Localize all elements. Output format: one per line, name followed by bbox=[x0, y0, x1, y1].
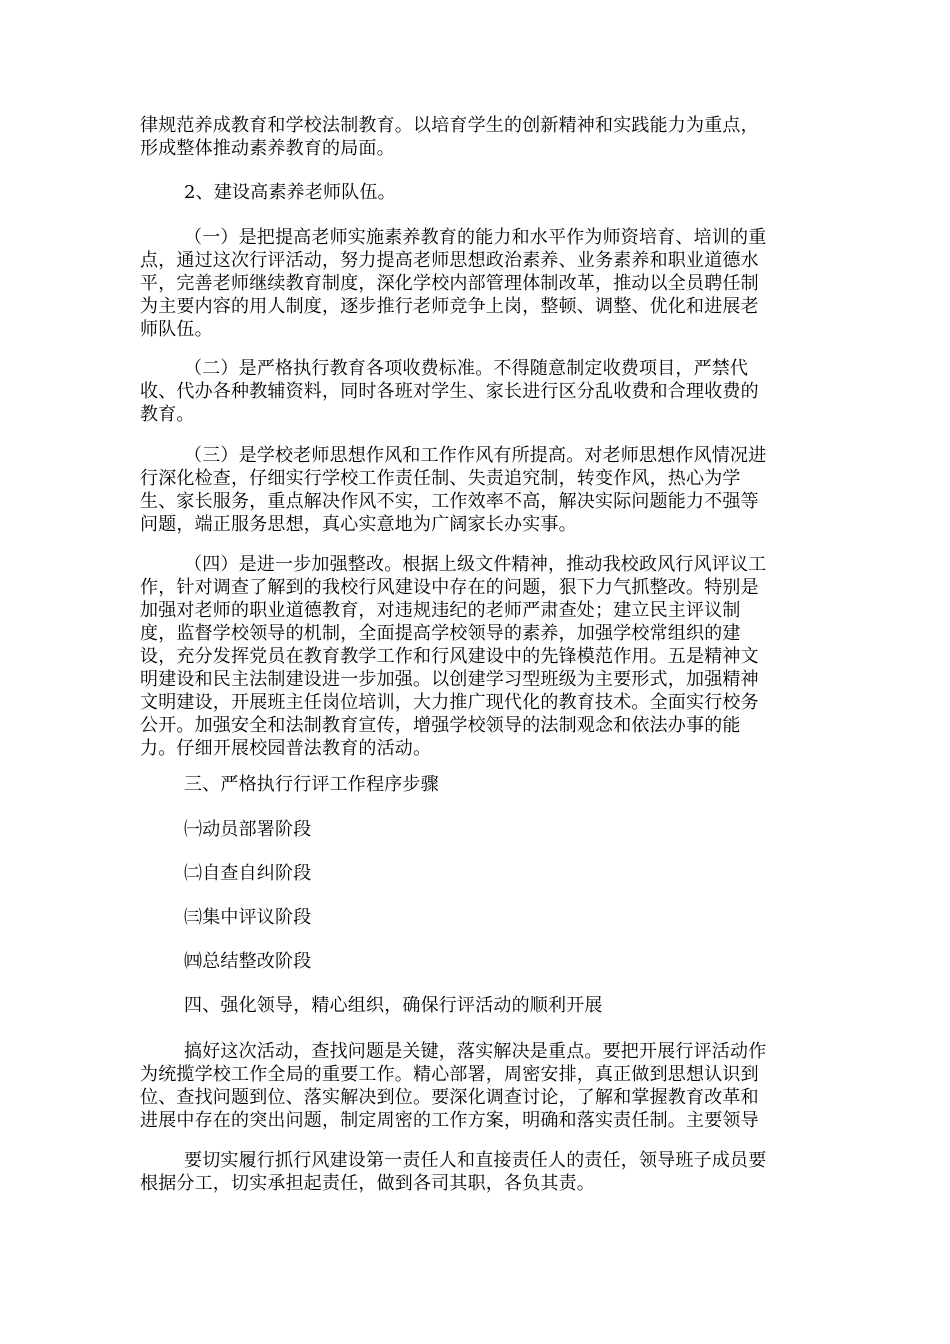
stage-2 bbox=[140, 862, 805, 885]
paragraph-responsibility bbox=[140, 1149, 805, 1195]
text-line: ㈢集中评议阶段 bbox=[184, 907, 312, 928]
text-line: 加强对老师的职业道德教育，对违规违纪的老师严肃查处；建立民主评议制 bbox=[140, 600, 741, 621]
text-line: ㈡自查自纠阶段 bbox=[184, 863, 312, 884]
paragraph-item-4 bbox=[140, 553, 805, 760]
text-line: 为统揽学校工作全局的重要工作。精心部署，周密安排，真正做到思想认识到 bbox=[140, 1064, 759, 1085]
text-line: 明建设和民主法制建设进一步加强。以创建学习型班级为主要形式，加强精神 bbox=[140, 669, 759, 690]
paragraph-law-education-continued bbox=[140, 114, 805, 160]
stage-1 bbox=[140, 818, 805, 841]
text-line: 位、查找问题到位、落实解决到位。要深化调查讨论，了解和掌握教育改革和 bbox=[140, 1087, 759, 1108]
text-line: ㈣总结整改阶段 bbox=[184, 951, 312, 972]
text-line: （二）是严格执行教育各项收费标准。不得随意制定收费项目，严禁代 bbox=[184, 358, 749, 379]
text-line: 2、建设高素养老师队伍。 bbox=[184, 182, 396, 203]
paragraph-item-1 bbox=[140, 226, 805, 341]
text-line: 三、严格执行行评工作程序步骤 bbox=[184, 774, 439, 795]
paragraph-leadership bbox=[140, 1040, 805, 1132]
paragraph-item-3 bbox=[140, 444, 805, 536]
text-line: 文明建设，开展班主任岗位培训，大力推广现代化的教育技术。全面实行校务 bbox=[140, 692, 759, 713]
text-line: 度，监督学校领导的机制，全面提高学校领导的素养，加强学校常组织的建 bbox=[140, 623, 741, 644]
heading-section-3 bbox=[140, 773, 805, 796]
text-line: 问题，端正服务思想，真心实意地为广阔家长办实事。 bbox=[140, 514, 577, 535]
text-line: 师队伍。 bbox=[140, 319, 213, 340]
text-line: 搞好这次活动，查找问题是关键，落实解决是重点。要把开展行评活动作 bbox=[184, 1041, 767, 1062]
text-line: 教育。 bbox=[140, 404, 195, 425]
stage-3 bbox=[140, 906, 805, 929]
text-line: 生、家长服务，重点解决作风不实，工作效率不高，解决实际问题能力不强等 bbox=[140, 491, 759, 512]
text-line: 收、代办各种教辅资料，同时各班对学生、家长进行区分乱收费和合理收费的 bbox=[140, 381, 759, 402]
text-line: 设，充分发挥党员在教育教学工作和行风建设中的先锋模范作用。五是精神文 bbox=[140, 646, 759, 667]
stage-4 bbox=[140, 950, 805, 973]
text-line: （四）是进一步加强整改。根据上级文件精神，推动我校政风行风评议工 bbox=[184, 554, 767, 575]
heading-section-4 bbox=[140, 994, 805, 1017]
text-line: 进展中存在的突出问题，制定周密的工作方案，明确和落实责任制。主要领导 bbox=[140, 1110, 759, 1131]
text-line: 力。仔细开展校园普法教育的活动。 bbox=[140, 738, 432, 759]
text-line: 平，完善老师继续教育制度，深化学校内部管理体制改革，推动以全员聘任制 bbox=[140, 273, 759, 294]
text-line: 作，针对调查了解到的我校行风建设中存在的问题，狠下力气抓整改。特别是 bbox=[140, 577, 759, 598]
text-line: 公开。加强安全和法制教育宣传，增强学校领导的法制观念和依法办事的能 bbox=[140, 715, 741, 736]
text-line: 律规范养成教育和学校法制教育。以培育学生的创新精神和实践能力为重点， bbox=[140, 115, 759, 136]
paragraph-item-2 bbox=[140, 357, 805, 426]
text-line: （三）是学校老师思想作风和工作作风有所提高。对老师思想作风情况进 bbox=[184, 445, 767, 466]
text-line: 点，通过这次行评活动，努力提高老师思想政治素养、业务素养和职业道德水 bbox=[140, 250, 759, 271]
text-line: ㈠动员部署阶段 bbox=[184, 819, 312, 840]
text-line: 根据分工，切实承担起责任，做到各司其职，各负其责。 bbox=[140, 1173, 595, 1194]
text-line: 行深化检查，仔细实行学校工作责任制、失责追究制，转变作风，热心为学 bbox=[140, 468, 741, 489]
text-line: 四、强化领导，精心组织，确保行评活动的顺利开展 bbox=[184, 995, 603, 1016]
heading-teacher-team bbox=[140, 181, 805, 204]
text-line: 为主要内容的用人制度，逐步推行老师竞争上岗，整顿、调整、优化和进展老 bbox=[140, 296, 759, 317]
text-line: 要切实履行抓行风建设第一责任人和直接责任人的责任，领导班子成员要 bbox=[184, 1150, 767, 1171]
text-line: 形成整体推动素养教育的局面。 bbox=[140, 138, 395, 159]
text-line: （一）是把提高老师实施素养教育的能力和水平作为师资培育、培训的重 bbox=[184, 227, 767, 248]
